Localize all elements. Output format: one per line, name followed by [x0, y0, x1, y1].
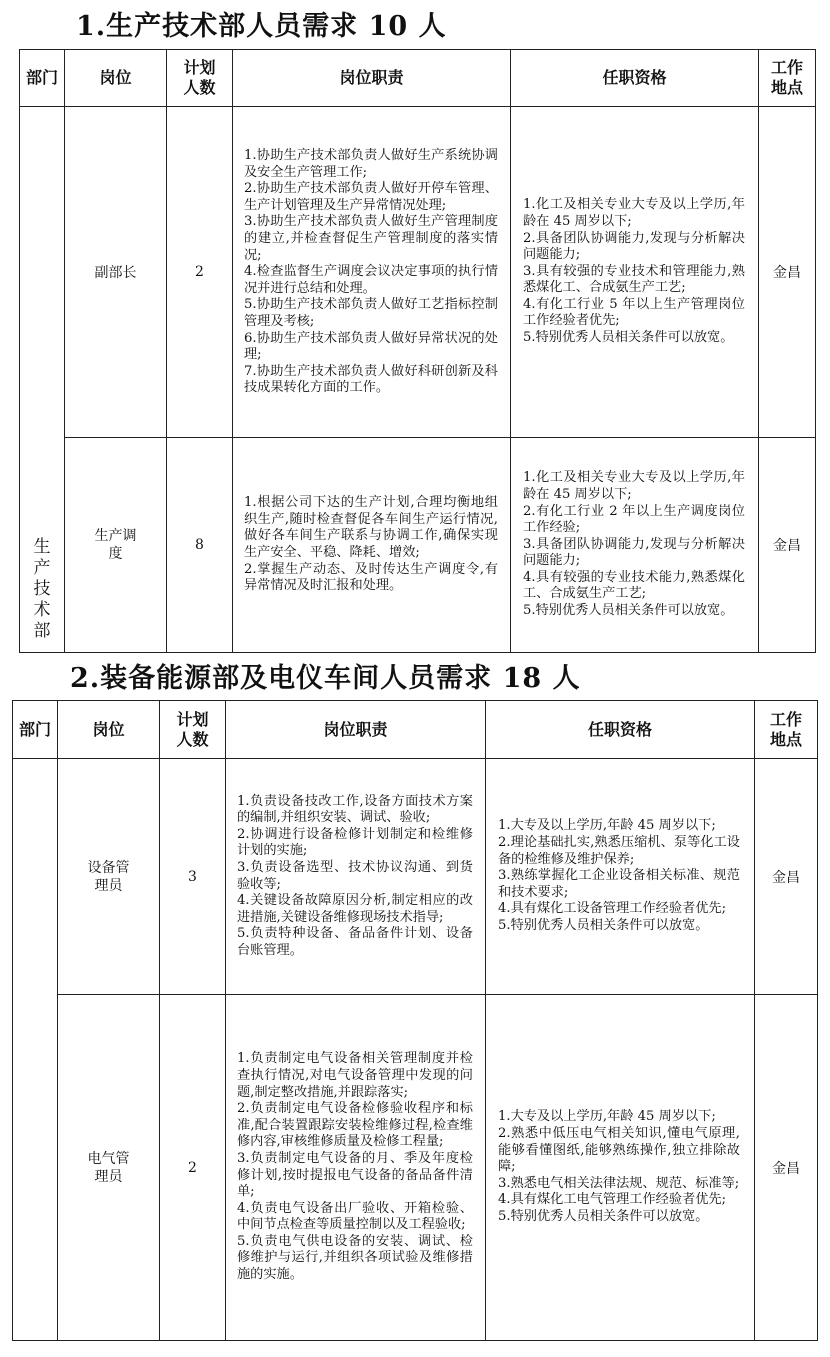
list-item: 4.检查监督生产调度会议决定事项的执行情况并进行总结和处理。: [244, 264, 498, 296]
count-cell: 2: [167, 107, 233, 438]
qualifications-cell: [511, 107, 759, 438]
list-item: 1.负责设备技改工作,设备方面技术方案的编制,并组织安装、调试、验收;: [237, 793, 473, 826]
header-dept: 部门: [20, 50, 65, 107]
list-item: 1.大专及以上学历,年龄 45 周岁以下;: [498, 1109, 716, 1125]
position-cell: 设备管理员: [58, 759, 160, 995]
header-location: 工作地点: [755, 701, 818, 759]
position-cell: 副部长: [65, 107, 167, 438]
list-item: 2.负责制定电气设备检修验收程序和标准,配合装置跟踪安装检维修过程,检查维修内容,审核维修质量及检修工程量;: [237, 1101, 473, 1150]
count-cell: 3: [160, 759, 226, 995]
header-position: 岗位: [58, 701, 160, 759]
list-item: 4.关键设备故障原因分析,制定相应的改进措施,关键设备维修现场技术指导;: [237, 893, 473, 925]
count-cell: 8: [167, 438, 233, 653]
location-cell: 金昌: [759, 107, 816, 438]
section-2-table: [12, 700, 818, 1341]
qualifications-cell: [486, 759, 755, 995]
dept-cell: 生产技术部: [20, 107, 65, 653]
duties-cell: [233, 107, 511, 438]
duties-cell: [233, 438, 511, 653]
list-item: 4.具有煤化工设备管理工作经验者优先;: [498, 901, 727, 917]
header-qualifications: 任职资格: [486, 701, 755, 759]
location-cell: 金昌: [755, 995, 818, 1341]
table-row: [20, 107, 816, 438]
table-row: [13, 995, 818, 1341]
position-cell: 电气管理员: [58, 995, 160, 1341]
list-item: 6.协助生产技术部负责人做好异常状况的处理;: [244, 330, 498, 363]
list-item: 5.协助生产技术部负责人做好工艺指标控制管理及考核;: [244, 297, 498, 329]
list-item: 2.理论基础扎实,熟悉压缩机、泵等化工设备的检维修及维护保养;: [498, 835, 740, 867]
list-item: 2.掌握生产动态、及时传达生产调度令,有异常情况及时汇报和处理。: [244, 561, 498, 594]
list-item: 1.负责制定电气设备相关管理制度并检查执行情况,对电气设备管理中发现的问题,制定整改措施,并跟踪落实;: [237, 1051, 473, 1100]
position-cell: 生产调度: [65, 438, 167, 653]
table-row: [20, 438, 816, 653]
count-cell: 2: [160, 995, 226, 1341]
list-item: 2.协调进行设备检修计划制定和检维修计划的实施;: [237, 826, 473, 859]
list-item: 4.有化工行业 5 年以上生产管理岗位工作经验者优先;: [523, 296, 745, 329]
list-item: 2.协助生产技术部负责人做好开停车管理、生产计划管理及生产异常情况处理;: [244, 181, 498, 213]
list-item: 5.特别优秀人员相关条件可以放宽。: [523, 603, 734, 619]
section-1-table: [19, 49, 816, 653]
header-dept: 部门: [13, 701, 58, 759]
list-item: 5.负责电气供电设备的安装、调试、检修维护与运行,并组织各项试验及维修措施的实施。: [237, 1233, 473, 1283]
list-item: 3.熟练掌握化工企业设备相关标准、规范和技术要求;: [498, 868, 740, 900]
header-qualifications: 任职资格: [511, 50, 759, 107]
qualifications-cell: [486, 995, 755, 1341]
header-plan-count: 计划人数: [160, 701, 226, 759]
list-item: 2.具备团队协调能力,发现与分析解决问题能力;: [523, 230, 745, 263]
list-item: 1.根据公司下达的生产计划,合理均衡地组织生产,随时检查督促各车间生产运行情况,做好各车间生产联系与协调工作,确保实现生产安全、平稳、降耗、增效;: [244, 495, 498, 560]
list-item: 5.特别优秀人员相关条件可以放宽。: [498, 1208, 709, 1224]
list-item: 4.具有煤化工电气管理工作经验者优先;: [498, 1192, 727, 1208]
list-item: 2.熟悉中低压电气相关知识,懂电气原理,能够看懂图纸,能够熟练操作,独立排除故障;: [498, 1126, 740, 1175]
list-item: 4.具有较强的专业技术能力,熟悉煤化工、合成氨生产工艺;: [523, 569, 745, 602]
section-2-title: 2.装备能源部及电仪车间人员需求 18 人: [70, 663, 581, 694]
header-location: 工作地点: [759, 50, 816, 107]
header-plan-count: 计划人数: [167, 50, 233, 107]
dept-cell: [13, 759, 58, 1341]
list-item: 4.负责电气设备出厂验收、开箱检验、中间节点检查等质量控制以及工程验收;: [237, 1200, 473, 1233]
duties-cell: [226, 995, 486, 1341]
list-item: 3.具备团队协调能力,发现与分析解决问题能力;: [523, 536, 745, 569]
header-row: [20, 50, 816, 107]
list-item: 1.协助生产技术部负责人做好生产系统协调及安全生产管理工作;: [244, 148, 498, 180]
header-duties: 岗位职责: [233, 50, 511, 107]
header-duties: 岗位职责: [226, 701, 486, 759]
list-item: 1.化工及相关专业大专及以上学历,年龄在 45 周岁以下;: [523, 470, 745, 502]
section-1-title: 1.生产技术部人员需求 10 人: [76, 11, 447, 42]
list-item: 3.熟悉电气相关法律法规、规范、标准等;: [498, 1175, 740, 1191]
list-item: 3.协助生产技术部负责人做好生产管理制度的建立,并检查督促生产管理制度的落实情况;: [244, 214, 498, 263]
list-item: 1.化工及相关专业大专及以上学历,年龄在 45 周岁以下;: [523, 197, 745, 229]
table-row: [13, 759, 818, 995]
list-item: 3.负责设备选型、技术协议沟通、到货验收等;: [237, 859, 473, 892]
location-cell: 金昌: [755, 759, 818, 995]
list-item: 1.大专及以上学历,年龄 45 周岁以下;: [498, 818, 716, 834]
list-item: 5.负责特种设备、备品备件计划、设备台账管理。: [237, 926, 473, 958]
qualifications-cell: [511, 438, 759, 653]
list-item: 5.特别优秀人员相关条件可以放宽。: [523, 330, 734, 346]
list-item: 3.负责制定电气设备的月、季及年度检修计划,按时提报电气设备的备品备件清单;: [237, 1150, 473, 1200]
duties-cell: [226, 759, 486, 995]
list-item: 5.特别优秀人员相关条件可以放宽。: [498, 917, 709, 933]
header-row: [13, 701, 818, 759]
header-position: 岗位: [65, 50, 167, 107]
list-item: 2.有化工行业 2 年以上生产调度岗位工作经验;: [523, 503, 745, 536]
list-item: 3.具有较强的专业技术和管理能力,熟悉煤化工、合成氨生产工艺;: [523, 263, 745, 296]
list-item: 7.协助生产技术部负责人做好科研创新及科技成果转化方面的工作。: [244, 363, 498, 396]
location-cell: 金昌: [759, 438, 816, 653]
